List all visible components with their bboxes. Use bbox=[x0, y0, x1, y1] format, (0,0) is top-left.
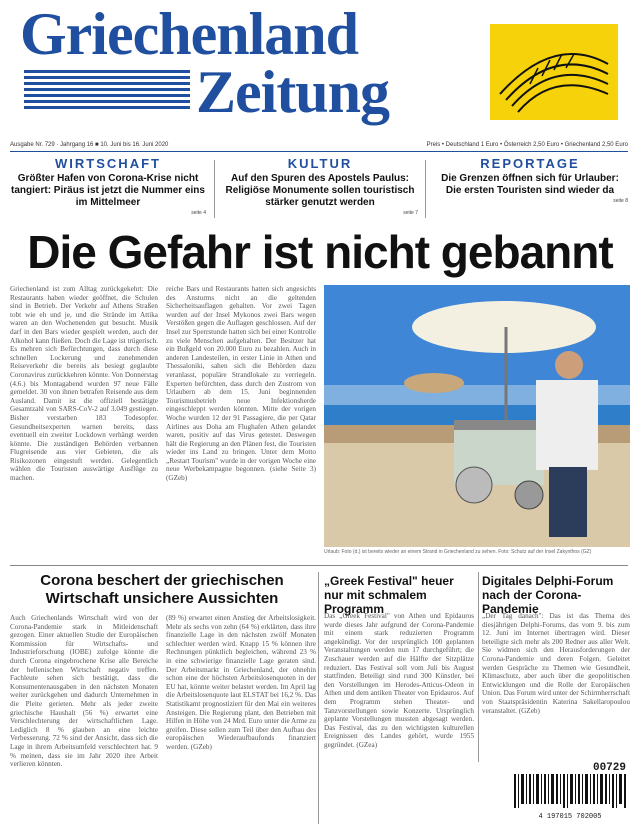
issue-info: Ausgabe Nr. 729 · Jahrgang 16 ■ 10. Juni bis 16. Juni 2020 bbox=[10, 142, 169, 148]
masthead-stripes bbox=[24, 70, 190, 114]
masthead-title-line2: Zeitung bbox=[196, 59, 390, 125]
main-headline: Die Gefahr ist nicht gebannt bbox=[27, 226, 613, 278]
teaser-page: seite 7 bbox=[403, 210, 418, 216]
ean-number: 4 197015 702005 bbox=[538, 813, 602, 821]
barcode bbox=[510, 762, 630, 822]
teaser-divider bbox=[214, 160, 215, 218]
issue-code: 00729 bbox=[592, 762, 626, 774]
lead-article-col1: Griechenland ist zum Alltag zurückgekehrt: Die Restaurants haben wieder geöffnet, die Schulen sind in Betrieb. Der Verkehr auf Athens Straßen tobt wie eh und je, und die Strände im Attika waren an den Wochenenden gut besucht. Musik darf in den Bars wieder gespielt werden, auch der Alkohol kann fließen. Doch die Lage ist trügerisch. Es mehren sich Befürchtungen, dass durch diese schnellen Lockerung und zunehmenden Reiseverkehr die bereits als besiegt geglaubte Coronavirus zurückkehren könnte. Von Donnerstag (4.6.) bis Montagabend wurden 97 neue Fälle gemeldet. 30 von ihnen betrafen Reisende aus dem Ausland. Damit ist die offiziell bestätigte Gesamtzahl von SARS-CoV-2 auf 3.049 gestiegen. Bisher verstarben 183 Todesopfer. Gesundheitsexperten warnen bereits, dass eventuell ein zweiter Lockdown verhängt werden könnte. Die zuständigen Behörden verbannen Flugreisende aus vier Gebieten, die als Risikozonen eingestuft werden. Gelegentlich wählen die Touristen auswärtige Ausflüge zu machen. bbox=[10, 285, 158, 483]
teaser-reportage[interactable] bbox=[432, 156, 628, 204]
corona-economy-headline: Corona beschert der griechischen Wirtschaft unsichere Aussichten bbox=[40, 572, 284, 607]
price-info: Preis • Deutschland 1 Euro • Österreich 2,50 Euro • Griechenland 2,50 Euro bbox=[426, 142, 628, 148]
festival-headline: „Greek Festival" heuer nur mit schmalem Programm bbox=[324, 574, 454, 616]
photo-caption: Urlaub: Foto (d.) ist bereits wieder an einem Strand in Griechenland zu sehen. Foto: Schutz auf der Insel Zakynthos (GZ) bbox=[324, 549, 592, 555]
column-divider bbox=[318, 572, 319, 824]
teaser-page: seite 8 bbox=[613, 198, 628, 204]
teaser-text: Größter Hafen von Corona-Krise nicht tangiert: Piräus ist jetzt die Nummer eins im Mittelmeer bbox=[11, 173, 205, 208]
teaser-page: seite 4 bbox=[191, 210, 206, 216]
teaser-section: KULTUR bbox=[287, 156, 353, 171]
corona-economy-col2: (89 %) erwartet einen Anstieg der Arbeitslosigkeit. Mehr als sechs von zehn (64 %) erklärten, dass ihre finanzielle Lage in den nächsten zwölf Monaten schlechter werden wird. Knapp 15 % können ihre Rechnungen pünktlich begleichen, während 23 % in eine schwierige finanzielle Lage geraten sind. Der Arbeitsmarkt in Griechenland, der ohnehin schon eine der höchsten Arbeitslosenquoten in der EU hat, könnte weiter belastet werden. Im April lag die Arbeitslosenquote laut ELSTAT bei 16,2 %. Das Statistikamt prognostiziert für den Mai ein weiteres Ansteigen. Die Regierung plant, den Betrieben mit Hilfen in Höhe von 24 Mrd. Euro unter die Arme zu greifen. Diese sollen zum Teil über den Aufbau des europäischen Wiederaufbaufonds finanziert werden. (GZeb) bbox=[166, 614, 316, 751]
masthead-title-line1: Griechenland bbox=[20, 1, 359, 67]
beach-photo bbox=[324, 285, 630, 547]
teaser-wirtschaft[interactable] bbox=[10, 156, 206, 216]
amphitheater-logo bbox=[490, 24, 618, 120]
issue-info-bar bbox=[10, 142, 628, 148]
masthead-rule bbox=[10, 151, 628, 152]
teaser-text: Auf den Spuren des Apostels Paulus: Religiöse Monumente sollen touristisch stärker genutzt werden bbox=[225, 173, 415, 208]
teaser-text: Die Grenzen öffnen sich für Urlauber: Die ersten Touristen sind wieder da bbox=[441, 173, 619, 196]
delphi-text: „Der Tag danach": Das ist das Thema des diesjährigen Delphi-Forums, das vom 9. bis zum 12. Juni im Internet übertragen wird. Dieser beteiligte sich mehr als 200 Redner aus aller Welt. Sie widmen sich den Herausforderungen der Corona-Pandemie und deren Folgen. Geleitet werden Gespräche zu Themen wie Gesundheit, Klimaschutz, aber auch über die geopolitischen Entwicklungen und die Rolle der Europäischen Union. Das Forum wird unter der Schirmherrschaft von Staatspräsidentin Katerina Sakellaropoulou veranstaltet. (GZeb) bbox=[482, 612, 630, 715]
teaser-section: REPORTAGE bbox=[480, 156, 580, 171]
festival-text: Das „Greek Festival" von Athen und Epidauros wurde dieses Jahr aufgrund der Corona-Pandemie mit einem stark reduzierten Programm angekündigt. Vor der ursprünglich 100 geplanten Veranstaltungen werden nun 17 durchgeführt; die Zuschauer werden auf die Hälfte der Sitzplätze reduziert. Das Festival soll vom Juli bis August stattfinden. Beteiligt sind rund 300 Künstler, bei den Vorstellungen im Herodes-Atticus-Odeon in Athen und dem antiken Theater von Epidauros. Auf dem Programm stehen Theater- und Tanzvorstellungen sowie Konzerte. Ursprünglich geplante Vorstellungen mussten abgesagt werden. Das Festival, das zu den wichtigsten kulturellen Ereignissen des Landes gehört, wurde 1955 gegründet. (GZea) bbox=[324, 612, 474, 749]
lead-article-col2: reiche Bars und Restaurants hatten sich angesichts des Ansturms nicht an die geltenden Sicherheitsauflagen gehalten. Vor zwei Tagen wurden auf der Insel Mykonos zwei Bars wegen Verstößen gegen die Auflagen geschlossen. Auf der Insel zur Sperrstunde hatten sich bei einer Kontrolle zu viele Menschen aufgehalten. Der Besitzer hat ein Bußgeld von 20.000 Euro zu bezahlen. Auch in anderen Landesteilen, in erster Linie in Athen und Thessaloniki, sahen sich die Behörden dazu veranlasst, populäre Strandlokale zu verriegeln. Experten befürchten, dass durch den Zustrom von Urlaubern ab dem 15. Juni beginnenden Tourismusbetrieb neue Infektionsherde eingeschleppt werden könnten. Mitte der vorigen Woche wurden 12 der 91 Passagiere, die per Qatar Airlines aus Doha am Flughafen Athen gelandet waren, positiv auf das Virus getestet. Deswegen hält die Regierung an den Plänen fest, die Touristen wieder ins Land zu bringen. Unter dem Motto „Restart Tourism" wurde in der vorigen Woche eine neue Werbekampagne begonnen. (siehe Seite 3) (GZeb) bbox=[166, 285, 316, 483]
teaser-divider bbox=[425, 160, 426, 218]
teaser-section: WIRTSCHAFT bbox=[55, 156, 161, 171]
barcode-bars bbox=[510, 774, 630, 808]
section-rule bbox=[10, 565, 628, 566]
column-divider bbox=[478, 572, 479, 762]
delphi-headline: Digitales Delphi-Forum nach der Corona-Pandemie bbox=[482, 574, 614, 616]
teaser-kultur[interactable] bbox=[222, 156, 418, 216]
corona-economy-col1: Auch Griechenlands Wirtschaft wird von der Corona-Pandemie stark in Mitleidenschaft gezogen. Einer aktuellen Studie der Europäischen Kommission für Wirtschafts- und Industrieforschung (IOBE) zufolge könnte die durch Corona eingebrochene Krise alle Bereiche der hellenischen Wirtschaft negativ treffen. Fachleute sehen sich bestätigt, dass die Konsumentenausgaben in den nächsten Monaten weiter zurückgehen und dadurch Unternehmen in die Pleite gerieten. Mehr als jeder zweite griechische Haushalt (56 %) erwartet eine Verschlechterung der wirtschaftlichen Lage. Lediglich 8 % glauben an eine leichte Verbesserung. 72 % sind der Ansicht, dass sich die Lage in ihrem Arbeitsumfeld verschlechtert hat. 9 % meinen, dass sie im Jahr 2020 ihre Arbeit verlieren könnten. bbox=[10, 614, 158, 769]
